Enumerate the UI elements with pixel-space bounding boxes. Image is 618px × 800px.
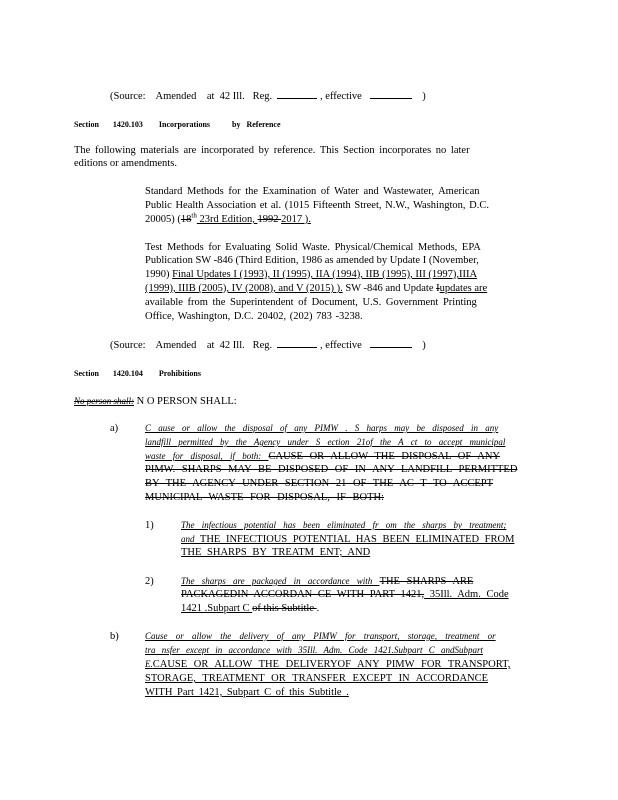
item-a2-label: 2) [145,576,154,587]
item-a-line-3: waste for disposal, if both: CAUSE OR ALLOW THE DISPOSAL OF ANY [145,451,501,462]
item-a2-line-1: The sharps are packaged in accordance with THE SHARPS ARE [181,576,474,587]
item-a1-line-1: The infectious potential has been eliminated fr om the sharps by treatment; [181,520,507,530]
source-note-2: (Source: Amended at 42 Ill. Reg. , effective ) [110,340,426,351]
test-line-3: 1990) Final Updates I (1993), II (1995), IIA (1994), IIB (1995), III (1997),IIIA [145,269,478,280]
std-line-1: Standard Methods for the Examination of Water and Wastewater, American [145,186,480,197]
item-a-line-1: C ause or allow the disposal of any PIMW . S harps may be disposed in any [145,423,499,433]
item-b-line-3: E.CAUSE OR ALLOW THE DELIVERYOF ANY PIMW FOR TRANSPORT, [145,659,511,670]
item-b-line-5: WITH Part 1421, Subpart C of this Subtitle . [145,687,349,698]
item-a1-label: 1) [145,520,154,531]
item-a-label: a) [110,423,119,434]
blank-reg-2 [277,338,317,348]
item-a-line-2: landfill permitted by the Agency under S ection 21of the A ct to accept municipal [145,437,506,447]
std-line-2: Public Health Association et al. (1015 Fifteenth Street, N.W., Washington, D.C. [145,200,489,211]
shall-line: No person shall: N O PERSON SHALL: [74,396,237,407]
intro-line-1: The following materials are incorporated by reference. This Section incorporates no later [74,145,470,156]
section-heading-104: Section 1420.104 Prohibitions [74,369,201,378]
item-a1-line-2: and THE INFECTIOUS POTENTIAL HAS BEEN ELIMINATED FROM [181,534,515,545]
item-a-line-5: BY THE AGENCY UNDER SECTION 21 OF THE AC T TO ACCEPT [145,478,494,489]
test-line-4: (1999), IIIB (2005), IV (2008), and V (2015) ). SW -846 and Update Iupdates are [145,283,488,294]
intro-line-2: editions or amendments. [74,158,177,169]
test-line-2: Publication SW -846 (Third Edition, 1986 as amended by Update I (November, [145,255,479,266]
blank-effective-2 [370,338,412,348]
item-a1-line-3: THE SHARPS BY TREATM ENT; AND [181,547,371,558]
item-a2-line-3: 1421 .Subpart C of this Subtitle . [181,603,320,614]
blank-reg [277,89,317,99]
test-line-6: Office, Washington, D.C. 20402, (202) 783 -3238. [145,311,363,322]
item-a-line-6: MUNICIPAL WASTE FOR DISPOSAL, IF BOTH: [145,492,384,503]
item-b-line-2: tra nsfer except in accordance with 35Ill. Adm. Code 1421.Subpart C andSubpart [145,645,483,655]
test-line-5: available from the Superintendent of Document, U.S. Government Printing [145,297,477,308]
test-line-1: Test Methods for Evaluating Solid Waste. Physical/Chemical Methods, EPA [145,242,481,253]
section-heading-103: Section 1420.103 Incorporations by Reference [74,120,281,129]
item-b-label: b) [110,631,119,642]
item-b-line-1: Cause or allow the delivery of any PIMW for transport, storage, treatment or [145,631,496,641]
item-b-line-4: STORAGE, TREATMENT OR TRANSFER EXCEPT IN ACCORDANCE [145,673,489,684]
blank-effective [370,89,412,99]
source-note-1: (Source: Amended at 42 Ill. Reg. , effective ) [110,91,426,102]
std-line-3: 20005) (18th 23rd Edition, 1992 2017 ). [145,211,311,225]
item-a-line-4: PIMW. SHARPS MAY BE DISPOSED OF IN ANY LANDFILL PERMITTED [145,464,518,475]
item-a2-line-2: PACKAGEDIN ACCORDAN CE WITH PART 1421, 35Ill. Adm. Code [181,589,509,600]
